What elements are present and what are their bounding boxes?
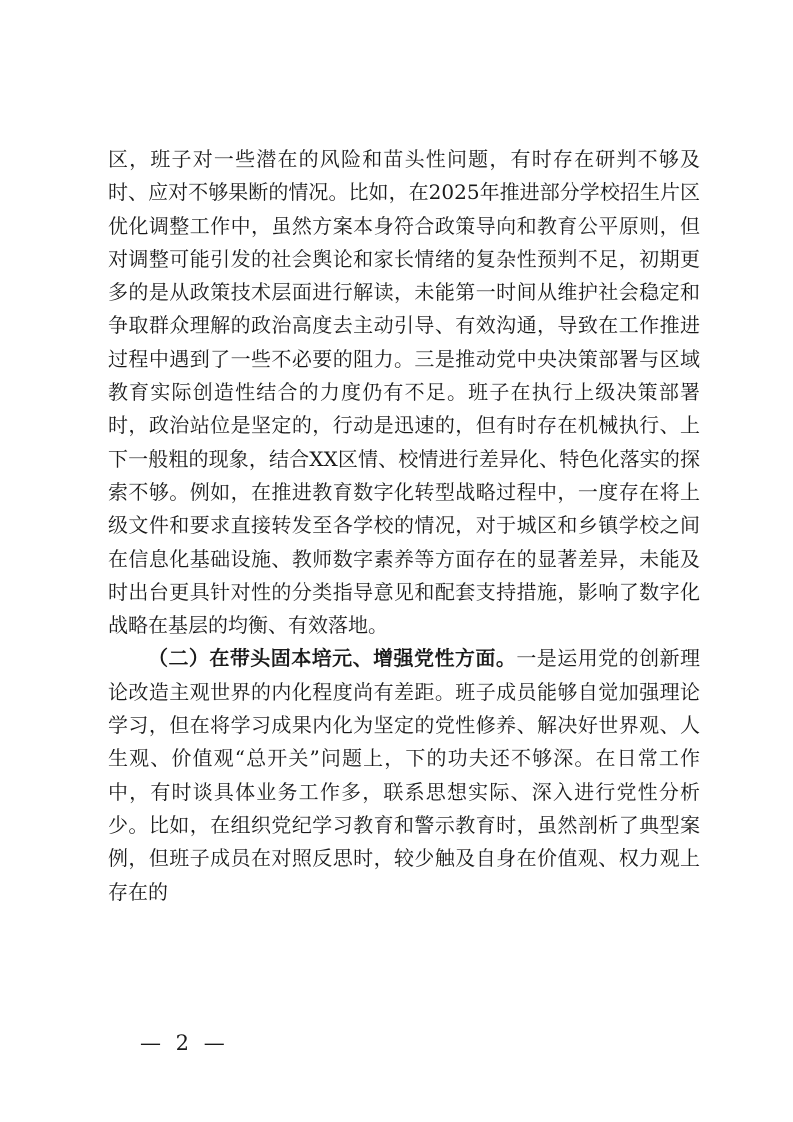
paragraph-continuation: 区，班子对一些潜在的风险和苗头性问题，有时存在研判不够及时、应对不够果断的情况。比如，在2025年推进部分学校招生片区优化调整工作中，虽然方案本身符合政策导向和教育公平原则，但对调整可能引发的社会舆论和家长情绪的复杂性预判不足，初期更多的是从政策技术层面进行解读，未能第一时间从维护社会稳定和争取群众理解的政治高度去主动引导、有效沟通，导致在工作推进过程中遇到了一些不必要的阻力。三是推动党中央决策部署与区域教育实际创造性结合的力度仍有不足。班子在执行上级决策部署时，政治站位是坚定的，行动是迅速的，但有时存在机械执行、上下一般粗的现象，结合XX区情、校情进行差异化、特色化落实的探索不够。例如，在推进教育数字化转型战略过程中，一度存在将上级文件和要求直接转发至各学校的情况，对于城区和乡镇学校之间在信息化基础设施、教师数字素养等方面存在的显著差异，未能及时出台更具针对性的分类指导意见和配套支持措施，影响了数字化战略在基层的均衡、有效落地。: [108, 147, 700, 638]
section-text: 一是运用党的创新理论改造主观世界的内化程度尚有差距。班子成员能够自觉加强理论学习，但在将学习成果内化为坚定的党性修养、解决好世界观、人生观、价值观“总开关”问题上，下的功夫还不够深。在日常工作中，有时谈具体业务工作多，联系思想实际、深入进行党性分析少。比如，在组织党纪学习教育和警示教育时，虽然剖析了典型案例，但班子成员在对照反思时，较少触及自身在价值观、权力观上存在的: [108, 646, 701, 904]
section-heading: （二）在带头固本培元、增强党性方面。: [148, 646, 517, 671]
page-number: — 2 —: [140, 1031, 229, 1055]
paragraph-section-two: [108, 642, 700, 908]
document-body: [108, 143, 700, 909]
